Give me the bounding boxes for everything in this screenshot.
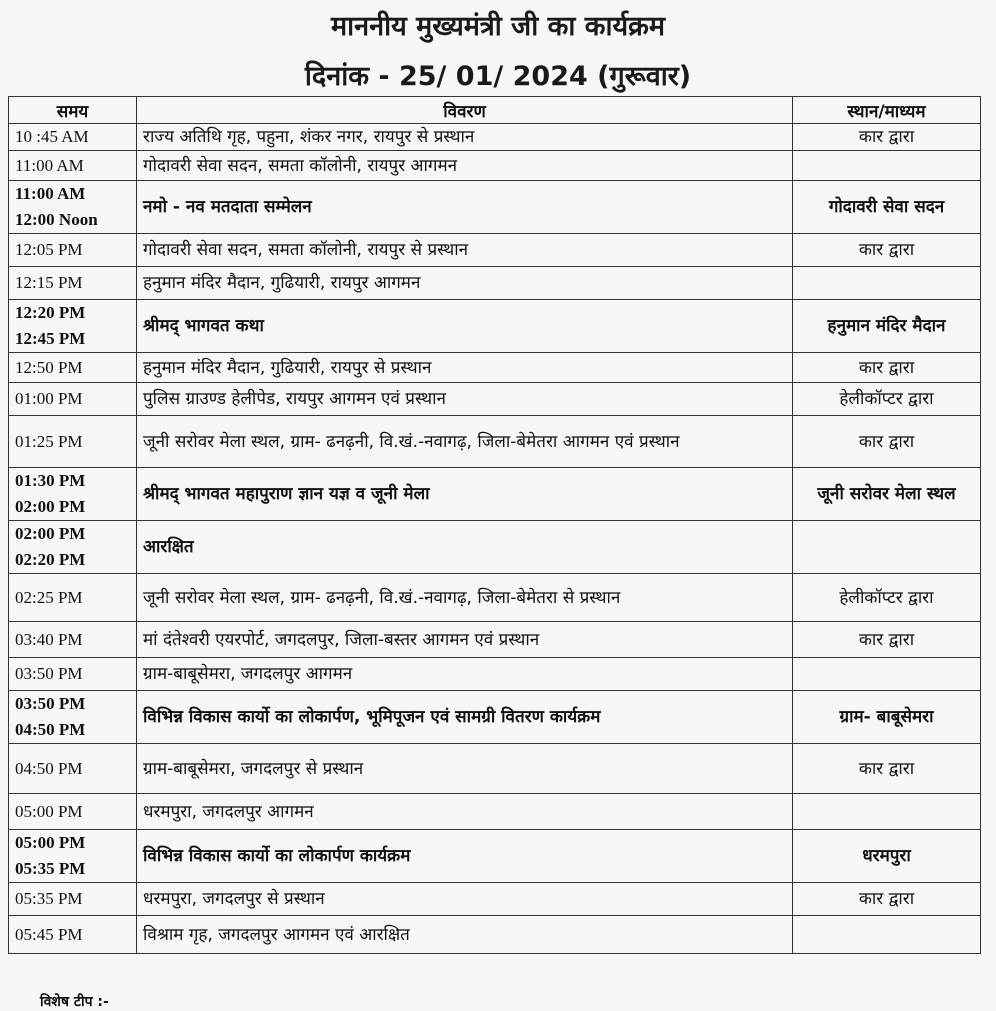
venue-mode-cell: जूनी सरोवर मेला स्थल bbox=[793, 468, 981, 521]
time-cell bbox=[9, 181, 137, 234]
time-cell bbox=[9, 916, 137, 954]
description-cell: ग्राम-बाबूसेमरा, जगदलपुर से प्रस्थान bbox=[137, 744, 793, 794]
table-row bbox=[9, 794, 981, 830]
table-row bbox=[9, 181, 981, 234]
header-time: समय bbox=[9, 97, 137, 124]
description-cell: धरमपुरा, जगदलपुर आगमन bbox=[137, 794, 793, 830]
venue-mode-cell: कार द्वारा bbox=[793, 622, 981, 658]
description-cell: विश्राम गृह, जगदलपुर आगमन एवं आरक्षित bbox=[137, 916, 793, 954]
description-cell: आरक्षित bbox=[137, 521, 793, 574]
table-row bbox=[9, 234, 981, 267]
venue-mode-cell: कार द्वारा bbox=[793, 124, 981, 151]
venue-mode-cell: कार द्वारा bbox=[793, 883, 981, 916]
description-cell: ग्राम-बाबूसेमरा, जगदलपुर आगमन bbox=[137, 658, 793, 691]
time-text: 11:00 AM bbox=[15, 155, 84, 175]
schedule-table bbox=[8, 96, 981, 954]
venue-mode-cell bbox=[793, 151, 981, 181]
time-cell bbox=[9, 691, 137, 744]
description-cell: हनुमान मंदिर मैदान, गुढियारी, रायपुर से प्रस्थान bbox=[137, 353, 793, 383]
time-text: 02:25 PM bbox=[15, 587, 83, 607]
time-cell bbox=[9, 658, 137, 691]
venue-mode-cell bbox=[793, 916, 981, 954]
time-cell bbox=[9, 151, 137, 181]
table-row bbox=[9, 468, 981, 521]
table-row bbox=[9, 916, 981, 954]
time-cell bbox=[9, 794, 137, 830]
footer-note: विशेष टीप :- bbox=[40, 994, 109, 1010]
header-row bbox=[9, 97, 981, 124]
description-cell: श्रीमद् भागवत कथा bbox=[137, 300, 793, 353]
table-row bbox=[9, 124, 981, 151]
description-cell: पुलिस ग्राउण्ड हेलीपेड, रायपुर आगमन एवं प्रस्थान bbox=[137, 383, 793, 416]
description-cell: हनुमान मंदिर मैदान, गुढियारी, रायपुर आगमन bbox=[137, 267, 793, 300]
venue-mode-cell bbox=[793, 794, 981, 830]
date-line: दिनांक - 25/ 01/ 2024 (गुरूवार) bbox=[304, 61, 692, 92]
time-text: 01:25 PM bbox=[15, 431, 83, 451]
time-text: 05:35 PM bbox=[15, 889, 83, 908]
description-cell: गोदावरी सेवा सदन, समता कॉलोनी, रायपुर आगमन bbox=[137, 151, 793, 181]
time-cell bbox=[9, 468, 137, 521]
time-cell bbox=[9, 353, 137, 383]
schedule-body bbox=[9, 124, 981, 954]
time-text: 03:40 PM bbox=[15, 629, 83, 649]
venue-mode-cell: कार द्वारा bbox=[793, 744, 981, 794]
time-text: 11:00 AM bbox=[15, 184, 86, 203]
time-cell bbox=[9, 744, 137, 794]
description-cell: जूनी सरोवर मेला स्थल, ग्राम- ढनढ़नी, वि.खं.-नवागढ़, जिला-बेमेतरा से प्रस्थान bbox=[137, 574, 793, 622]
time-text: 02:20 PM bbox=[15, 550, 86, 569]
time-text: 04:50 PM bbox=[15, 758, 83, 778]
venue-mode-cell bbox=[793, 267, 981, 300]
time-text: 04:50 PM bbox=[15, 720, 86, 739]
description-cell: धरमपुरा, जगदलपुर से प्रस्थान bbox=[137, 883, 793, 916]
venue-mode-cell: ग्राम- बाबूसेमरा bbox=[793, 691, 981, 744]
table-row bbox=[9, 151, 981, 181]
table-row bbox=[9, 416, 981, 468]
header-venue-mode: स्थान/माध्यम bbox=[793, 97, 981, 124]
time-text: 12:15 PM bbox=[15, 273, 83, 292]
venue-mode-cell bbox=[793, 521, 981, 574]
time-text: 03:50 PM bbox=[15, 664, 83, 683]
description-cell: श्रीमद् भागवत महापुराण ज्ञान यज्ञ व जूनी मेला bbox=[137, 468, 793, 521]
time-cell bbox=[9, 300, 137, 353]
description-cell: विभिन्न विकास कार्यो का लोकार्पण कार्यक्रम bbox=[137, 830, 793, 883]
time-cell bbox=[9, 574, 137, 622]
table-row bbox=[9, 830, 981, 883]
table-row bbox=[9, 353, 981, 383]
time-text: 03:50 PM bbox=[15, 694, 86, 713]
table-row bbox=[9, 521, 981, 574]
time-text: 12:45 PM bbox=[15, 329, 86, 348]
venue-mode-cell: धरमपुरा bbox=[793, 830, 981, 883]
time-text: 05:00 PM bbox=[15, 833, 86, 852]
description-cell: राज्य अतिथि गृह, पहुना, शंकर नगर, रायपुर से प्रस्थान bbox=[137, 124, 793, 151]
table-row bbox=[9, 744, 981, 794]
table-row bbox=[9, 622, 981, 658]
description-cell: जूनी सरोवर मेला स्थल, ग्राम- ढनढ़नी, वि.खं.-नवागढ़, जिला-बेमेतरा आगमन एवं प्रस्थान bbox=[137, 416, 793, 468]
time-text: 12:20 PM bbox=[15, 303, 86, 322]
venue-mode-cell: हनुमान मंदिर मैदान bbox=[793, 300, 981, 353]
header-description: विवरण bbox=[137, 97, 793, 124]
time-text: 01:00 PM bbox=[15, 389, 83, 408]
table-row bbox=[9, 574, 981, 622]
time-text: 10 :45 AM bbox=[15, 127, 89, 146]
description-cell: मां दंतेश्वरी एयरपोर्ट, जगदलपुर, जिला-बस्तर आगमन एवं प्रस्थान bbox=[137, 622, 793, 658]
venue-mode-cell: हेलीकॉप्टर द्वारा bbox=[793, 574, 981, 622]
venue-mode-cell: कार द्वारा bbox=[793, 353, 981, 383]
time-text: 12:05 PM bbox=[15, 240, 83, 259]
time-text: 05:45 PM bbox=[15, 924, 83, 944]
time-text: 02:00 PM bbox=[15, 497, 86, 516]
time-cell bbox=[9, 267, 137, 300]
venue-mode-cell: हेलीकॉप्टर द्वारा bbox=[793, 383, 981, 416]
table-row bbox=[9, 658, 981, 691]
venue-mode-cell: कार द्वारा bbox=[793, 416, 981, 468]
time-cell bbox=[9, 521, 137, 574]
table-row bbox=[9, 691, 981, 744]
time-cell bbox=[9, 234, 137, 267]
page-title: माननीय मुख्यमंत्री जी का कार्यक्रम bbox=[330, 11, 666, 42]
time-cell bbox=[9, 124, 137, 151]
time-text: 12:00 Noon bbox=[15, 210, 98, 229]
time-text: 05:00 PM bbox=[15, 801, 83, 821]
time-text: 01:30 PM bbox=[15, 471, 86, 490]
venue-mode-cell: कार द्वारा bbox=[793, 234, 981, 267]
time-cell bbox=[9, 383, 137, 416]
time-cell bbox=[9, 416, 137, 468]
description-cell: गोदावरी सेवा सदन, समता कॉलोनी, रायपुर से प्रस्थान bbox=[137, 234, 793, 267]
time-cell bbox=[9, 622, 137, 658]
description-cell: नमो - नव मतदाता सम्मेलन bbox=[137, 181, 793, 234]
time-text: 12:50 PM bbox=[15, 357, 83, 377]
time-text: 05:35 PM bbox=[15, 859, 86, 878]
table-row bbox=[9, 383, 981, 416]
description-cell: विभिन्न विकास कार्यो का लोकार्पण, भूमिपूजन एवं सामग्री वितरण कार्यक्रम bbox=[137, 691, 793, 744]
time-cell bbox=[9, 883, 137, 916]
venue-mode-cell: गोदावरी सेवा सदन bbox=[793, 181, 981, 234]
time-text: 02:00 PM bbox=[15, 524, 86, 543]
table-row bbox=[9, 267, 981, 300]
time-cell bbox=[9, 830, 137, 883]
table-row bbox=[9, 883, 981, 916]
venue-mode-cell bbox=[793, 658, 981, 691]
table-row bbox=[9, 300, 981, 353]
